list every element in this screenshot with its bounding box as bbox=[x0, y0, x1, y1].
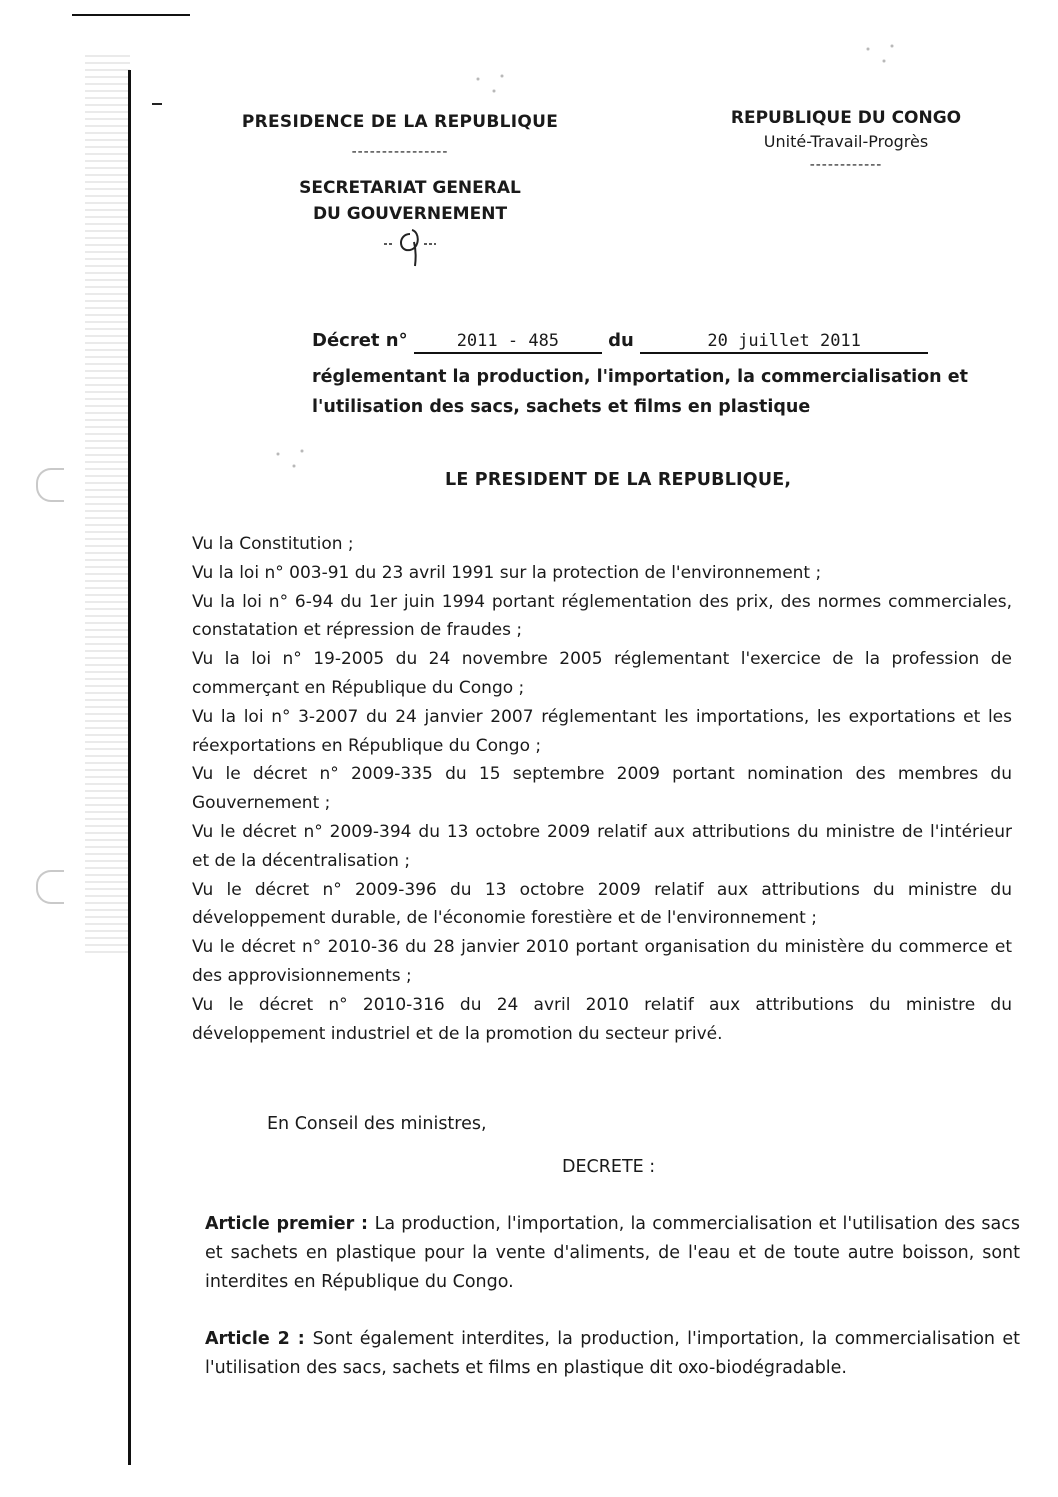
conseil-line: En Conseil des ministres, bbox=[267, 1114, 487, 1134]
decree-number-line bbox=[312, 330, 928, 354]
secretariat-block bbox=[270, 175, 550, 227]
presidence-title: PRESIDENCE DE LA REPUBLIQUE bbox=[241, 112, 559, 132]
scan-speckle bbox=[270, 445, 310, 475]
scan-top-rule bbox=[72, 14, 190, 16]
decree-date: 20 juillet 2011 bbox=[640, 331, 928, 354]
header-left bbox=[200, 112, 600, 160]
decree-number: 2011 - 485 bbox=[414, 331, 602, 354]
president-heading: LE PRESIDENT DE LA REPUBLIQUE, bbox=[445, 470, 792, 490]
punch-hole-upper bbox=[36, 468, 64, 502]
visa-item: Vu le décret n° 2009-394 du 13 octobre 2009 relatif aux attributions du ministre de l'intérieur et de la décentralisation ; bbox=[192, 821, 1012, 871]
visa-item: Vu le décret n° 2010-316 du 24 avril 2010 relatif aux attributions du ministre du développement industriel et de la promotion du secteur privé. bbox=[192, 994, 1012, 1044]
visa-item: Vu la loi n° 19-2005 du 24 novembre 2005 réglementant l'exercice de la profession de commerçant en République du Congo ; bbox=[192, 649, 1012, 698]
header-right-separator: ------------ bbox=[809, 157, 883, 173]
visa-item: Vu le décret n° 2009-396 du 13 octobre 2009 relatif aux attributions du ministre du développement durable, de l'économie forestière et de l'environnement ; bbox=[192, 879, 1012, 929]
decree-subject: réglementant la production, l'importation, la commercialisation et l'utilisation des sacs, sachets et films en plastique bbox=[312, 367, 968, 417]
visa-item: Vu la loi n° 003-91 du 23 avril 1991 sur la protection de l'environnement ; bbox=[192, 562, 822, 583]
article-text: La production, l'importation, la commercialisation et l'utilisation des sacs et sachets en plastique pour la vente d'aliments, de l'eau et de toute autre boisson, sont interdites en République du Congo. bbox=[205, 1214, 1020, 1292]
article-label: Article 2 : bbox=[205, 1329, 313, 1349]
punch-hole-lower bbox=[36, 870, 64, 904]
republic-title: REPUBLIQUE DU CONGO bbox=[730, 108, 962, 128]
visas-list bbox=[192, 530, 1012, 1048]
scan-speckle bbox=[470, 70, 510, 100]
scan-speckle bbox=[860, 40, 900, 70]
visa-item: Vu la loi n° 6-94 du 1er juin 1994 portant réglementation des prix, des normes commerciales, constatation et répression de fraudes ; bbox=[192, 591, 1012, 641]
visa-item: Vu la Constitution ; bbox=[192, 534, 354, 554]
article-label: Article premier : bbox=[205, 1214, 375, 1234]
decrete-heading: DECRETE : bbox=[562, 1157, 656, 1177]
article-2 bbox=[205, 1325, 1020, 1383]
scan-binding-noise bbox=[85, 55, 130, 955]
scan-tick bbox=[152, 103, 162, 105]
decree-prefix: Décret n° bbox=[312, 330, 408, 351]
secretariat-line-1: SECRETARIAT GENERAL bbox=[299, 178, 521, 198]
visa-item: Vu le décret n° 2009-335 du 15 septembre 2009 portant nomination des membres du Gouvernement ; bbox=[192, 764, 1012, 814]
article-text: Sont également interdites, la production, l'importation, la commercialisation et l'utilisation des sacs, sachets et films en plastique dit oxo-biodégradable. bbox=[205, 1329, 1020, 1378]
visa-item: Vu la loi n° 3-2007 du 24 janvier 2007 réglementant les importations, les exportations et les réexportations en République du Congo ; bbox=[192, 706, 1012, 756]
visa-item: Vu le décret n° 2010-36 du 28 janvier 2010 portant organisation du ministère du commerce et des approvisionnements ; bbox=[192, 937, 1012, 986]
national-motto: Unité-Travail-Progrès bbox=[763, 132, 929, 151]
article-1 bbox=[205, 1210, 1020, 1297]
handwritten-initial-mark bbox=[380, 222, 440, 268]
header-left-separator: ---------------- bbox=[351, 144, 449, 160]
header-right bbox=[716, 108, 976, 173]
scan-binding-line bbox=[128, 70, 131, 1465]
secretariat-line-2: DU GOUVERNEMENT bbox=[312, 204, 508, 224]
decree-du: du bbox=[608, 330, 634, 351]
